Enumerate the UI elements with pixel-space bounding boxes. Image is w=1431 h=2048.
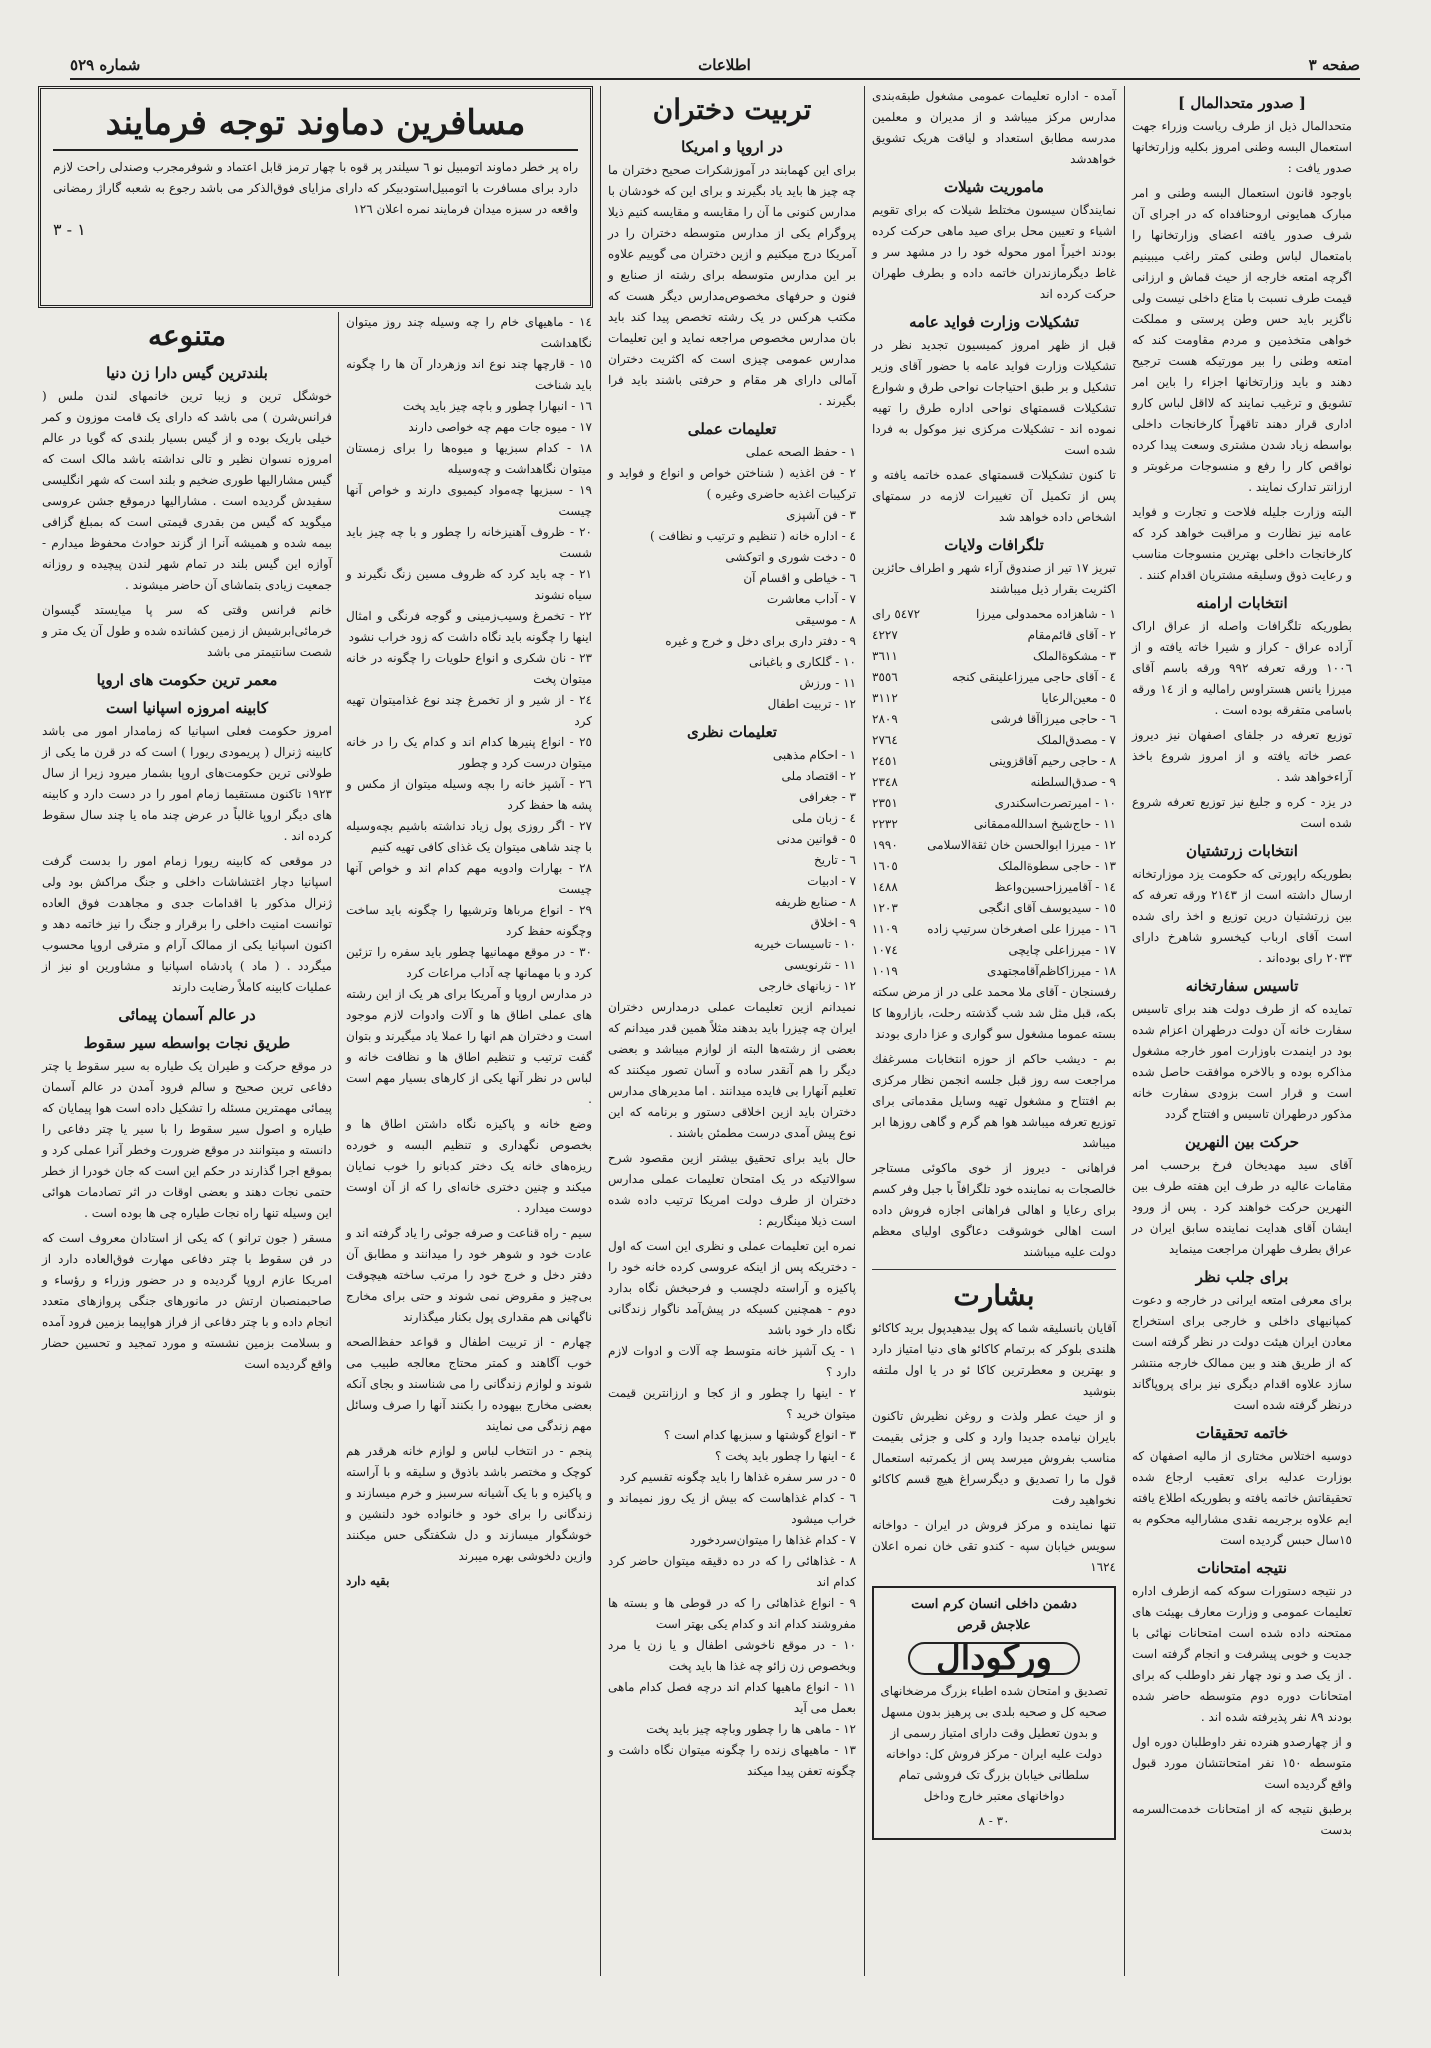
vote-count: ٣١١٢ [872,691,898,705]
column-divider [864,86,865,1976]
article-text: قبل از ظهر امروز کمیسیون تجدید نظر در تشکیلات وزارت فواید عامه با حضور آقای وزیر تشکیل و بر طبق احتیاجات نواحی طرق و شوارع تشکیلات قسمتهای نواحی اداره طرق را تهیه نموده اند - تشکیلات مرکزی نیز موکول به فردا شده است [872,338,1116,457]
list-item: ٢٩ - انواع مرباها وترشیها را چگونه باید ساخت وچگونه حفظ کرد [346,903,592,938]
list-item: ٨ - موسیقی [795,613,856,627]
list-item: ١٦ - انبهارا چطور و باچه چیز باید پخت [402,399,592,413]
ad-number: ١ - ٣ [53,220,86,239]
list-item: ٦ - تاریخ [813,853,856,867]
section-title: در عالم آسمان پیمائی [118,1006,256,1024]
section-title: معمر ترین حکومت های اروپا [96,671,278,689]
list-item: ٣٠ - در موقع مهمانیها چطور باید سفره را تزئین کرد و با مهمانها چه آداب مراعات کرد [346,945,592,980]
list-item: ١ - احکام مذهبی [772,748,856,762]
article-text: آمده - اداره تعلیمات عمومی مشغول طبقه‌بندی مدارس مرکز میباشد و از مدیران و معلمین مدرسه مطابق استعداد و لیاقت هریک تشویق خواهدشد [872,89,1116,166]
section-title: تعلیمات نظری [687,723,777,741]
article-text: توزیع تعرفه در جلفای اصفهان نیز دیروز عصر خاته یافته و از امروز شروع باخذ آراءخواهد شد . [1132,728,1352,784]
list-item: ٢٧ - اگر روزی پول زیاد نداشته باشیم بچه‌وسیله با چند شاهی میتوان یک غذای کافی تهیه کنیم [346,819,592,854]
vote-count: ٢٤٥١ [872,754,898,768]
section-title: کابینه امروزه اسپانیا است [105,699,269,717]
list-item: ٤ - اینها را چطور باید پخت ؟ [715,1449,856,1463]
article-text: باوجود قانون استعمال البسه وطنی و امر مبارک همایونی اروحنافداه که در اجرای آن شرف صدور یافته اعضای وزارتخانها را بامتعمال لباس وطنی کمتر راغب میبینیم اگرچه امتعه خارجه از حیث قماش و ارزانی قیمت طرف نسبت با متاع داخلی نیست ولی ناگزیر باید حس وطن پرستی و مملکت خواهی متخذ‌مین و مردم مقاومت کند که امتعه وطنی را بیر مورتیکه هست ترجیح دهند و باید وزارتخانها اجزاء را باین امر تشویق و ترغیب نمایند که لااقل لباس کارو اداری قرار دهند تاقهراً کارخانجات داخلی بواسطه زیاد شدن مشتری وسعت پیدا کرده نواقص کار را رفع و منسوجات مرغوبتر و ارزانتر تدارک نمایند . [1132,186,1352,494]
list-item: ١٩ - سبزیها چه‌مواد کیمیوی دارند و خواص آنها چیست [346,483,592,518]
article-text: در مدارس اروپا و آمریکا برای هر یک از این رشته های عملی اطاق ها و آلات وادوات لازم موجود است و دختران هم انها را عملا یاد میگیرند و بتوان گفت ترتیب و تنظیم اطاق ها و نظافت خانه و لباس در نظر آنها یکی از کارهای بسیار مهم است . [346,987,592,1106]
list-item: ٦ - کدام غذاهاست که بیش از یک روز نمیماند و خراب میشود [608,1491,856,1526]
ad-text: و از حیث عطر ولذت و روغن نظیرش تاکنون بایران نیامده جدیدا وارد و کلی و جزئی بقیمت مناسب بفروش میرسد پس از یکمرتبه استعمال قول ما را تصدیق و دیگرسراغ هیچ قسم کاکائو نخواهید رفت [872,1409,1116,1507]
list-item: ٩ - انواع غذاهائی را که در قوطی ها و بسته ها مفروشند کدام اند و کدام یکی بهتر است [608,1596,856,1631]
vote-row [872,856,1116,877]
column-2 [868,86,1120,1976]
article-text: مسقر ( جون ترانو ) که یکی از استادان معروف است که در فن سقوط با چتر دفاعی مهارت فوق‌العاده دارد از امریکا عازم اروپا گردیده و در حضور وزراء و رؤساء و صاحبمنصبان ارتش در مانورهای جنگی پروازهای متعدد انجام داده و با چتر دفاعی از فراز هواپیما بزمین فرود آمده و بسلامت بزمین نشسته و مورد تمجید و تحسین حضار واقع گردیده است [42,1231,332,1371]
article-text: حال باید برای تحقیق بیشتر ازین مقصود شرح سوالاتیکه در یک امتحان تعلیمات عملی مدارس دختران از طرف دولت امریکا ترتیب داده شده است ذیلا مینگاریم : [608,1151,856,1228]
list-item: نمره این تعلیمات عملی و نظری این است که اول - دختریکه پس از اینکه عروسی کرده خانه خود را پاکیزه و آراسته دلچسب و فرحبخش نگاه بدارد دوم - همچنین کسیکه در پیش‌آمد ناگوار زندگانی نگاه دار خود باشد [608,1239,856,1337]
section-heading: متنوعه [147,319,227,352]
article-text: تبریز ١٧ تیر از صندوق آراء شهر و اطراف حائزین اکثریت بقرار ذیل میباشند [872,561,1116,596]
vote-row [872,877,1116,898]
list-item: ١٣ - ماهیهای زنده را چگونه میتوان نگاه داشت و چگونه تعفن پیدا میکند [608,1743,856,1778]
article-text: متحدالمال ذیل از طرف ریاست وزراء جهت استعمال البسه وطنی امروز بکلیه وزارتخانها صدور یافت : [1132,119,1352,175]
issue-number: شماره ٥٢٩ [70,56,141,74]
question-list-cont [346,312,592,984]
section-title: ماموریت شیلات [944,178,1044,196]
section-title: انتخابات زرتشتیان [1186,842,1298,860]
article-text: چهارم - از تربیت اطفال و قواعد حفظ‌الصحه خوب آگاهند و کمتر محتاج معالجه طبیب می شوند و لوازم زندگانی را می شناسند و بجای آنکه بعضی مخارج بیهوده را بکنند آنها را صرف وسائل مهم زندگی می نمایند [346,1335,592,1433]
list-item: ٢ - اقتصاد ملی [781,769,856,783]
article-text: تا کنون تشکیلات قسمتهای عمده خاتمه یافته و پس از تکمیل آن تغییرات لازمه در سمتهای اشخاص داده خواهد شد [872,468,1116,524]
medicine-ad [872,1586,1116,1840]
question-list [608,1236,856,1782]
column-4 [342,312,596,1976]
list-item: ٢٠ - ظروف آهنیز‌خانه را چطور و با چه چیز باید شست [346,525,592,560]
candidate-name: ١٥ - سیدیوسف آقای انگجی [978,901,1116,915]
list-item: ١٢ - زبانهای خارجی [758,979,856,993]
damavand-ad [38,86,593,308]
article-text: رفسنجان - آقای ملا محمد علی در از مرض سکته بکه، قبل مثل شد شب گذشته رحلت، بازاروها کا بسته عموما مشغول سو گواری و عزا داری بودند [872,985,1116,1041]
candidate-name: ٤ - آقای حاجی میرزاعلینقی کنجه [952,670,1116,684]
article-text: امروز حکومت فعلی اسپانیا که زمامدار امور می باشد کابینه ژنرال ( پریمودی ریورا ) است که در قرن ما یکی از طولانی ترین حکومت‌های اروپا بشمار میرود زیرا از سال ١٩٢٣ تاکنون مستقیما زمام امور را در دست دارد و کابینه های دیگر اروپا غالباً در عرض چند ماه یا چند سال سقوط کرده اند . [42,724,332,843]
vote-count: ١٠٧٤ [872,943,898,957]
candidate-name: ١٨ - میرزاکاظم‌آقامجتهدی [986,964,1116,978]
vote-row [872,793,1116,814]
section-title: تلگرافات ولایات [944,536,1044,554]
list-item: ٢١ - چه باید کرد که ظروف مسین زنگ نگیرند و سیاه نشوند [346,567,592,602]
ad-product-name: ورکودال [908,1642,1080,1675]
column-5 [38,312,336,1976]
candidate-name: ١ - شاهزاده محمدولی میرزا [975,607,1116,621]
vote-count: ١٦٠٥ [872,859,898,873]
list-item: ٧ - کدام غذاها را میتوان‌سردخورد [689,1533,856,1547]
ad-number: ٣٠ - ٨ [978,1814,1010,1828]
article-text: نمایندگان سیسون مختلط شیلات که برای تقویم اشیاء و تعیین محل برای صید ماهی حرکت کرده بودند اخیراً امور محوله خود را در مشهد سر و غاط دیگرمازندران خاتمه داده و بطرف طهران حرکت کرده اند [872,203,1116,301]
list-item: ١٤ - ماهیهای خام را چه وسیله چند روز میتوان نگاهداشت [346,315,592,350]
list-item: ٨ - غذاهائی را که در ده دقیقه میتوان حاضر کرد کدام اند [608,1554,856,1589]
candidate-name: ٥ - معین‌الرعایا [1041,691,1116,705]
list-item: ٤ - اداره خانه ( تنظیم و ترتیب و نظافت ) [649,529,856,543]
list-item: ٣ - انواع گوشتها و سبزیها کدام است ؟ [663,1428,856,1442]
candidate-name: ١٧ - میرزاعلی چایچی [1008,943,1116,957]
list-item: ٢٥ - انواع پنیرها کدام اند و کدام یک را در خانه میتوان درست کرد و چطور [346,735,592,770]
article-text: آقای سید مهدیخان فرخ برحسب امر مقامات عالیه در طرف این هفته طرف بین النهرین حرکت خواهند کرد . پس از ورود ایشان آقای هدایت نماینده سابق ایران در عراق بطرف طهران مراجعت مینماید [1132,1158,1352,1256]
article-text: خانم فرانس وقتی که سر پا میایستد گیسوان خرمائی‌ابرشیش از زمین کشانده شده و طول آن یک متر و شصت سانتیمتر می باشد [42,603,332,659]
list-item: ٦ - خیاطی و اقسام آن [743,571,856,585]
vote-row [872,730,1116,751]
vote-row [872,646,1116,667]
vote-list [872,604,1116,982]
vote-count: ٣٥٥٦ [872,670,898,684]
section-title: برای جلب نظر [1195,1268,1289,1286]
page-number: صفحه ٣ [1308,56,1360,74]
list-item: ٢٨ - بهارات وادویه مهم کدام اند و خواص آنها چیست [346,861,592,896]
article-text: فراهانی - دیروز از خوی ماکوئی مستاجر خالصجات به نماینده خود تلگرافاً با جبل وفر کسم برای رعایا و اهالی فراهانی اجازه فروش داده است اهالی خوشوقت دعاگوی اولیای معظم دولت علیه میباشند [872,1161,1116,1259]
article-text: در موقعی که کابینه ریورا زمام امور را بدست گرفت اسپانیا دچار اغتشاشات داخلی و جنگ مراکش بود ولی ژنرال مذکور با اقدامات جدی و مجاهدت فوق العاده توانست امنیت داخلی را برقرار و جنگ را نیز خاتمه دهد و اکنون اسپانیا یکی از ممالک آرام و مترقی اروپا محسوب میگردد . ( ماد ) پادشاه اسپانیا و مشاورین او نیز از عملیات کابینه کاملاً رضایت دارند [42,854,332,994]
list-item: ٢٤ - از شیر و از تخمرغ چند نوع غذامیتوان تهیه کرد [346,693,592,728]
candidate-name: ٦ - حاجی میرزاآقا فرشی [990,712,1116,726]
list-item: ١٧ - میوه جات مهم چه خواصی دارند [408,420,592,434]
list-item: ٣ - فن آشپزی [786,508,856,522]
paper-name: اطلاعات [698,56,751,74]
practical-list [608,442,856,715]
vote-count: ٢٨٠٩ [872,712,898,726]
list-item: ١٢ - ماهی ها را چطور وباچه چیز باید پخت [646,1722,856,1736]
section-title: بلندترین گیس دارا زن دنیا [106,364,268,382]
ad-text: راه پر خطر دماوند اتومبیل نو ٦ سیلندر پر قوه با چهار ترمز قابل اعتماد و شوفرمجرب وصندلی راحت لازم دارد برای مسافرت با اتومبیل‌استودبیکر که دارای مزایای فوق‌الذکر می باشد رجوع به شعبه گاراژ رمضانی واقعه در سبزه میدان فرمایند نمره اعلان ١٢٦ [53,160,579,216]
article-text: پنجم - در انتخاب لباس و لوازم خانه هرقدر هم کوچک و مختصر باشد باذوق و سلیقه و با آراسته و پاکیزه و با یک آشیانه سرسبز و خرم میسازند و زندگانی را برای خود و خانواده خود دلنشین و خوشگوار میسازند و دل شکفتگی حس میکنند وازین دلخوشی بهره میبرند [346,1444,592,1563]
vote-row [872,709,1116,730]
vote-row [872,961,1116,982]
page-header [70,52,1360,80]
column-divider [1124,86,1125,1976]
article-text: وضع خانه و پاکیزه نگاه داشتن اطاق ها و بخصوص نگهداری و تنظیم البسه و خورده ریزه‌های خانه یک دختر کدبانو را خوب نمایان میکند و چنین دختری خانه‌ای را که از آن اوست دوست میدارد . [346,1117,592,1215]
article-subtitle: در اروپا و امریکا [681,138,783,156]
list-item: ٢٢ - تخمرغ وسیب‌زمینی و گوجه فرنگی و امثال اینها را چگونه باید نگاه داشت که زود خراب نشود [346,609,592,644]
section-title: تاسیس سفارتخانه [1185,977,1299,995]
article-text: سیم - راه قناعت و صرفه جوئی را یاد گرفته اند و عادت خود و شوهر خود را میدانند و مطابق آن دفتر دخل و خرج خود را مرتب ساخته هیچوقت بی‌چیز و مقروض نمی شوند و حتی برای مخارج ناگهانی هم مقداری پول بکنار میگذارند [346,1226,592,1324]
list-item: ١٨ - کدام سبزیها و میوه‌ها را برای زمستان میتوان نگاهداشت و چه‌وسیله [346,441,592,476]
list-item: ١٠ - در موقع ناخوشی اطفال و یا زن یا مرد وبخصوص زن زائو چه غذا ها باید پخت [608,1638,856,1673]
article-text: در یزد - کره و جلیغ نیز توزیع تعرفه شروع شده است [1132,795,1352,830]
vote-row [872,940,1116,961]
ad-text: آقایان بانسلیقه شما که پول بیدهیدپول برید کاکائو هلندی بلوکر که برتمام کاکائو های دنیا امتیاز دارد و بهترین و معطرترین کاکا ئو در یا اول ملتفه بنوشید [872,1321,1116,1398]
list-item: ١١ - انواع ماهیها کدام اند درچه فصل کدام ماهی بعمل می آید [608,1680,856,1715]
article-text: نمیدانم ازین تعلیمات عملی درمدارس دختران ایران چه چیزرا باید بدهند مثلاً همین قدر میدانم که بعضی از رشته‌ها البته از لوازم میباشد و بعضی دیگر را هم آنقدر ساده و آسان تصور میکنند که تعلیم آنهارا بی فایده میدانند . اما مدیرهای مدارس دختران باید ازین اخلاقی دستور و برنامه که این نوع پیش آمدی درست مطمئن باشند . [608,1000,856,1140]
list-item: ٥ - دخت شوری و اتوکشی [725,550,856,564]
article-text: دوسیه اختلاس مختاری از مالیه اصفهان که بوزارت عدلیه برای تعقیب ارجاع شده تحقیقاتش خاتمه یافته و بطوریکه اطلاع یافته ایم علاوه برجریمه نقدی مشارالیه محکوم به ١٥سال حبس گردیده است [1132,1449,1352,1547]
list-item: ٢ - فن اغذیه ( شناختن خواص و انواع و فواید و ترکیبات اغذیه حاضری وغیره ) [608,466,856,501]
section-title: انتخابات ارامنه [1196,594,1288,612]
vote-row [872,835,1116,856]
candidate-name: ٧ - مصدق‌الملک [1036,733,1116,747]
article-text: بطوریکه راپورتی که حکومت یزد موزارتخانه ارسال داشته است از ٢١٤٣ ورقه تعرفه که بین زرتشتیان درین توزیع و اخذ رای شده است آقای ارباب کیخسرو شاهرخ دارای ٢٠٣٣ رای بوده‌اند . [1132,867,1352,965]
candidate-name: ٩ - صدق‌السلطنه [1030,775,1116,789]
candidate-name: ١٠ - امیرتصرت‌اسکندری [994,796,1116,810]
list-item: ٢٦ - آشپز خانه را بچه وسیله میتوان از مکس و پشه ها حفظ کرد [346,777,592,812]
vote-row [872,898,1116,919]
column-1 [1128,86,1356,1976]
column-divider [600,86,601,1976]
vote-row [872,814,1116,835]
vote-row [872,751,1116,772]
ad-text: تصدیق و امتحان شده اطباء بزرگ مرضخانهای صحیه کل و صحیه بلدی بی پرهیز بدون مسهل و بدون تعطیل وقت دارای امتیاز رسمی از دولت علیه ایران - مرکز فروش کل: دواخانه سلطانی خیابان بزرگ تک فروشی تمام دواخانهای معتبر خارج وداخل [880,1684,1108,1803]
vote-count: ٤٢٢٧ [872,628,898,642]
list-item: ٩ - اخلاق [810,916,856,930]
article-text: برطبق نتیجه که از امتحانات خدمت‌السرمه بدست [1132,1802,1352,1837]
article-text: بطوریکه تلگرافات واصله از عراق اراک آراده عراق - کراز و شیرا خاته یافته و از ١٠٠٦ ورقه تعرفه ٩٩٢ ورقه باسم آقای میرزا یانس هستراوس رامالیه و از ١٤ ورقه باسامی متفرقه بوده است . [1132,619,1353,717]
vote-row [872,772,1116,793]
list-item: ٢٣ - نان شکری و انواع حلویات را چگونه در خانه میتوان پخت [346,651,592,686]
vote-count: ١٢٠٣ [872,901,898,915]
vote-count: ٢٢٣٢ [872,817,898,831]
list-item: ٨ - صنایع ظریفه [774,895,856,909]
list-item: ١١ - ورزش [799,676,856,690]
article-text: البته وزارت جلیله فلاحت و تجارت و فواید عامه نیز نظارت و مراقبت خواهد کرد که کارخانجات داخلی بهترین منسوجات مناسب و رعایت ذوق وسلیقه مشتریان اقدام کنند . [1132,505,1352,582]
theory-list [608,745,856,997]
list-item: ١١ - نثرنویسی [784,958,856,972]
ad-tagline: دشمن داخلی انسان کرم است [911,1597,1077,1612]
column-3 [604,86,860,1976]
candidate-name: ١٦ - میرزا علی اصغرخان سرتیپ زاده [927,922,1116,936]
candidate-name: ١٢ - میرزا ابوالحسن خان ثقةالاسلامی [927,838,1116,852]
candidate-name: ١٣ - حاجی سطوةالملک [998,859,1116,873]
list-item: ١ - یک آشپز خانه متوسط چه آلات و ادوات لازم دارد ؟ [608,1344,856,1379]
list-item: ٥ - قوانین مدنی [776,832,856,846]
list-item: ٣ - جغرافی [798,790,856,804]
ad-title: بشارت [953,1279,1035,1312]
list-item: ٧ - آداب معاشرت [766,592,856,606]
candidate-name: ١٤ - آقامیرزاحسین‌واعظ [994,880,1116,894]
section-title: طریق نجات بواسطه سیر سقوط [83,1034,291,1052]
candidate-name: ١١ - حاج‌شیخ اسدالله‌ممقانی [973,817,1116,831]
list-item: ٩ - دفتر داری برای دخل و خرج و غیره [665,634,856,648]
ad-text: تنها نماینده و مرکز فروش در ایران - دواخانه سویس خیابان سپه - کندو تقی خان نمره اعلان ١٦٢٤ [872,1518,1116,1574]
vote-row [872,625,1116,646]
list-item: ٤ - زبان ملی [792,811,856,825]
vote-row [872,604,1116,625]
list-item: ٧ - ادبیات [807,874,856,888]
article-text: و از چهارصدو هنرده نفر داوطلبان دوره اول متوسطه ١٥٠ نفر امتحانتشان مورد قبول واقع گردیده است [1132,1735,1352,1791]
article-text: برای معرفی امتعه ایرانی در خارجه و دعوت کمپانیهای داخلی و خارجی برای استخراج معادن ایران هیئت دولت در نظر گرفته است که از طریق هند و بین ممالک خارجه منتشر سازد علاوه اقدام دیگری نیز برای پروپاگاند درنظر گرفته شده است [1132,1293,1352,1412]
vote-count: ٢٧٦٤ [872,733,898,747]
article-title: تربیت دختران [652,93,812,126]
section-title: نتیجه امتحانات [1196,1559,1288,1577]
list-item: ١٠ - گلکاری و باغبانی [748,655,856,669]
continued-note: بقیه دارد [346,1574,390,1588]
vote-count: ٥٤٧٢ رای [872,607,921,621]
article-text: بم - دیشب حاکم از حوزه انتخابات مسرغفك مراجعت سه روز قبل جلسه انجمن نظار مركزی بم افتتاح و مشغول تهيه وسايل مقدماتی برای توزیع تعرفه میباشد هوا هم گرم و گاهی روزها ابر میباشد [872,1052,1116,1150]
candidate-name: ٣ - مشکوةالملک [1032,649,1116,663]
article-text: برای این کهمابند در آموزشکرات صحیح دختران ما چه چیز ها باید یاد بگیرند و برای این که خودشان با مدارس کنونی ما آن را مقایسه و مقایسه کنیم ذیلا پروگرام یکی از مدارس متوسطه دختران را در آمریکا درج میکنیم و ازین دختران می گوییم علاوه بر این مدارس متوسطه برای رشته از صنایع و فنون و حرفهای مخصوص‌مدارس دیگر هست که مکتب هرکس در یک رشته تخصص پیدا کند باید بان مدارس مخصوص مراجعه نماید و این تعلیمات مدارس عمومی چیزی است که اکثریت دختران آمالی دارای هر مقام و حرفتی باشند باید فرا بگیرند . [608,163,856,408]
section-title: خاتمه تحقیقات [1195,1424,1289,1442]
ad-tagline: علاجش قرص [957,1618,1031,1633]
candidate-name: ٨ - حاجی رحیم آقاقزوینی [989,754,1116,768]
vote-row [872,919,1116,940]
article-text: خوشگل ترین و زیبا ترین خانمهای لندن ملس ( فرانس‌شرن ) می باشد که دارای یک قامت موزون و کمر خیلی باریک بوده و از گیس بسیار بلندی که گویا در عالم امروزه نسوان نظیر و تالی نداشته باشد مالک است که گیس مشارالیها طوری ضخیم و بلند است که شهر انگلیسی سفیدش گردیده است . مشارالیها درموقع جشن عروسی میگوید که گیس من بقدری قیمتی است که بمبلغ گزافی بیمه شده و همیشه آنرا از گزند حوادث محفوظ میدارم - آوازه این گیس بلند در تمام شهر لندن پیچیده و روزانه جمعیت زیادی بتماشای آن حاضر میشوند . [42,389,332,592]
vote-count: ١٤٨٨ [872,880,898,894]
article-text: در موقع حرکت و طیران یک طیاره به سیر سقوط یا چتر دفاعی ترین صحیح و سالم فرود آمدن در عالم آسمان پیمائی مهمترین مسئله را تشکیل داده است هوا پیمایان که طیاره و اصول سیر سقوط را با سیر یا چتر دفاعی را دانسته و میتوانند در موقع ضرورت وخطر آنرا عملی کرد و بموقع اجرا گذارند در حکم این است که جان خودرا از خطر حتمی نجات دهند و بعضی اوقات در اثر تصادمات هوائی این وسیله تنها راه نجات طیاره چی ها بوده است . [42,1059,332,1220]
vote-count: ١١٠٩ [872,922,898,936]
section-title: تعلیمات عملی [687,420,777,438]
vote-count: ٣٦١١ [872,649,898,663]
column-divider [338,312,339,1976]
vote-row [872,688,1116,709]
section-title: تشکیلات وزارت فواید عامه [909,313,1079,331]
list-item: ١٢ - تربیت اطفال [767,697,856,711]
section-title: حرکت بین النهرین [1184,1133,1300,1151]
article-text: تمایده که از طرف دولت هند برای تاسیس سفارت خانه آن دولت درطهران اعزام شده بود در اینمدت باوزارت امور خارجه مشغول مذاکره بوده و بالاخره موافقت حاصل شده است و قرار است بزودی سفارت خانه مذکور درطهران تاسیس و افتتاح گردد [1132,1002,1352,1121]
list-item: ٥ - در سر سفره غذاها را باید چگونه تقسیم کرد [619,1470,856,1484]
vote-row [872,667,1116,688]
vote-count: ٢٣٥١ [872,796,898,810]
vote-count: ١٩٩٠ [872,838,898,852]
article-text: در نتیجه دستورات سوکه کمه ازطرف اداره تعلیمات عمومی و وزارت معارف بهیئت های ممتحنه داده شده است امتحانات نهائی با جدیت و خوبی پیشرفت و انجام گرفته است . از یک صد و نود چهار نفر داوطلب که برای امتحانات دوره دوم متوسطه حاضر شده بودند ٨٩ نفر پذیرفته شده اند . [1132,1584,1352,1724]
vote-count: ١٠١٩ [872,964,898,978]
list-item: ١٠ - تاسیسات خیریه [753,937,856,951]
vote-count: ٢٣٤٨ [872,775,898,789]
list-item: ١٥ - قارچها چند نوع اند وزهردار آن ها را چگونه باید شناخت [346,357,592,392]
candidate-name: ٢ - آقای قائم‌مقام [1027,628,1116,642]
list-item: ١ - حفظ الصحه عملی [745,445,856,459]
section-title: [ صدور متحدالمال ] [1178,94,1306,112]
ad-headline: مسافرین دماوند توجه فرمایند [53,97,578,151]
list-item: ٢ - اینها را چطور و از کجا و ارزانترین قیمت میتوان خرید ؟ [608,1386,856,1421]
